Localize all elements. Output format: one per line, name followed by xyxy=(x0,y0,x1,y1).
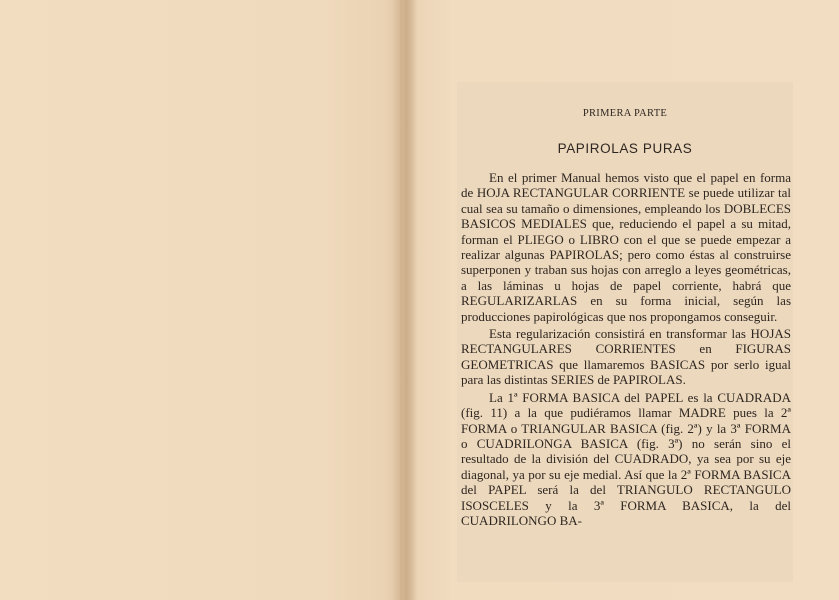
paragraph-2: Esta regularización consistirá en transformar las HOJAS RECTANGULARES CORRIENTES en FIGURAS GEOMETRICAS que llamaremos BASICAS por serlo igual para las distintas SERIES de PAPIROLAS. xyxy=(461,326,791,388)
part-title: PRIMERA PARTE xyxy=(582,108,668,119)
book-gutter xyxy=(392,0,418,600)
paragraph-3: La 1ª FORMA BASICA del PAPEL es la CUADRADA (fig. 11) a la que pudiéramos llamar MADRE pues la 2ª FORMA o TRIANGULAR BASICA (fig. 2ª) y la 3ª FORMA o CUADRILONGA BASICA (fig. 3ª) no serán sino el resultado de la división del CUADRADO, ya sea por su eje diagonal, ya por su eje medial. Así que la 2ª FORMA BASICA del PAPEL será la del TRIANGULO RECTANGULO ISOSCELES y la 3ª FORMA BASICA, la del CUADRILONGO BA- xyxy=(461,389,791,528)
paragraph-1: En el primer Manual hemos visto que el papel en forma de HOJA RECTANGULAR CORRIENTE se puede utilizar tal cual sea su tamaño o dimensiones, empleando los DOBLECES BASICOS MEDIALES que, reduciendo el papel a su mitad, forman el PLIEGO o LIBRO con el que se puede empezar a realizar algunas PAPIROLAS; pero como éstas al construirse superponen y traban sus hojas con arreglo a leyes geométricas, a las láminas u hojas de papel corriente, habrá que REGULARIZARLAS en su forma inicial, según las producciones papirológicas que nos propongamos conseguir. xyxy=(461,170,791,324)
left-page-blank xyxy=(0,0,400,600)
body-text xyxy=(461,170,791,530)
chapter-title: PAPIROLAS PURAS xyxy=(557,141,693,156)
printed-text-block xyxy=(457,82,793,582)
